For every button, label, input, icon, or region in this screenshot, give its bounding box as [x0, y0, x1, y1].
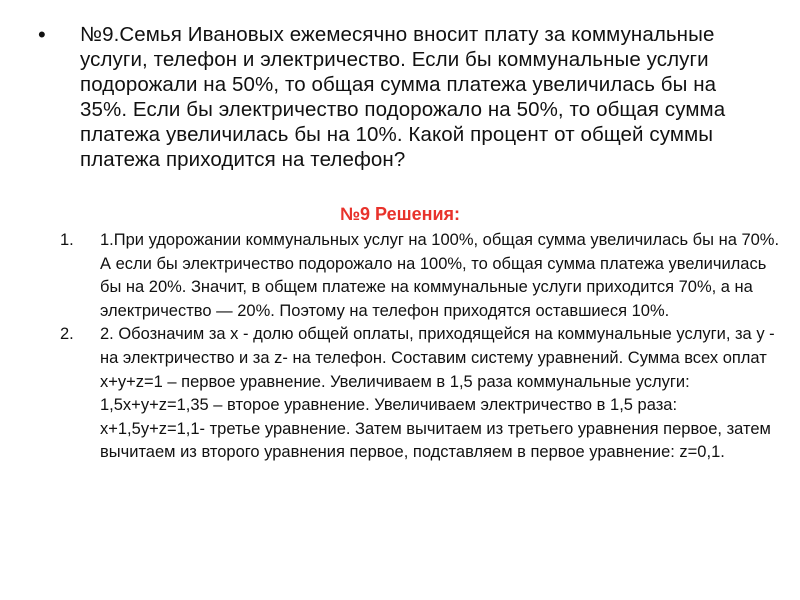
solution-item-2 — [52, 323, 787, 465]
solution-item-1 — [52, 229, 787, 323]
problem-statement — [38, 22, 778, 172]
solution-number: 2. — [60, 325, 74, 344]
solutions-list — [52, 229, 787, 465]
solution-text: 1.При удорожании коммунальных услуг на 100%, общая сумма увеличилась бы на 70%. А если бы электричество подорожало на 100%, то общая сумма платежа увеличилась бы на 20%. Значит, в общем платеже на коммунальные услуги приходится 70%, а на электричество — 20%. Поэтому на телефон приходятся оставшиеся 10%. — [100, 231, 780, 320]
solution-text: 2. Обозначим за x - долю общей оплаты, приходящейся на коммунальные услуги, за y - на электричество и за z- на телефон. Составим систему уравнений. Сумма всех оплат x+y+z=1 – первое уравнение. Увеличиваем в 1,5 раза коммунальные услуги: 1,5x+y+z=1,35 – второе уравнение. Увеличиваем электричество в 1,5 раза: x+1,5y+z=1,1- третье уравнение. Затем вычитаем из третьего уравнения первое, затем вычитаем из второго уравнения первое, подставляем в первое уравнение: z=0,1. — [100, 325, 775, 462]
problem-text: №9.Семья Ивановых ежемесячно вносит плату за коммунальные услуги, телефон и электричество. Если бы коммунальные услуги подорожали на 50%, то общая сумма платежа увеличилась бы на 35%. Если бы электричество подорожало на 50%, то общая сумма платежа увеличилась бы на 10%. Какой процент от общей суммы платежа приходится на телефон? — [80, 23, 726, 171]
solution-heading: №9 Решения: — [339, 204, 461, 224]
bullet-marker: • — [38, 22, 46, 47]
solution-number: 1. — [60, 231, 74, 249]
